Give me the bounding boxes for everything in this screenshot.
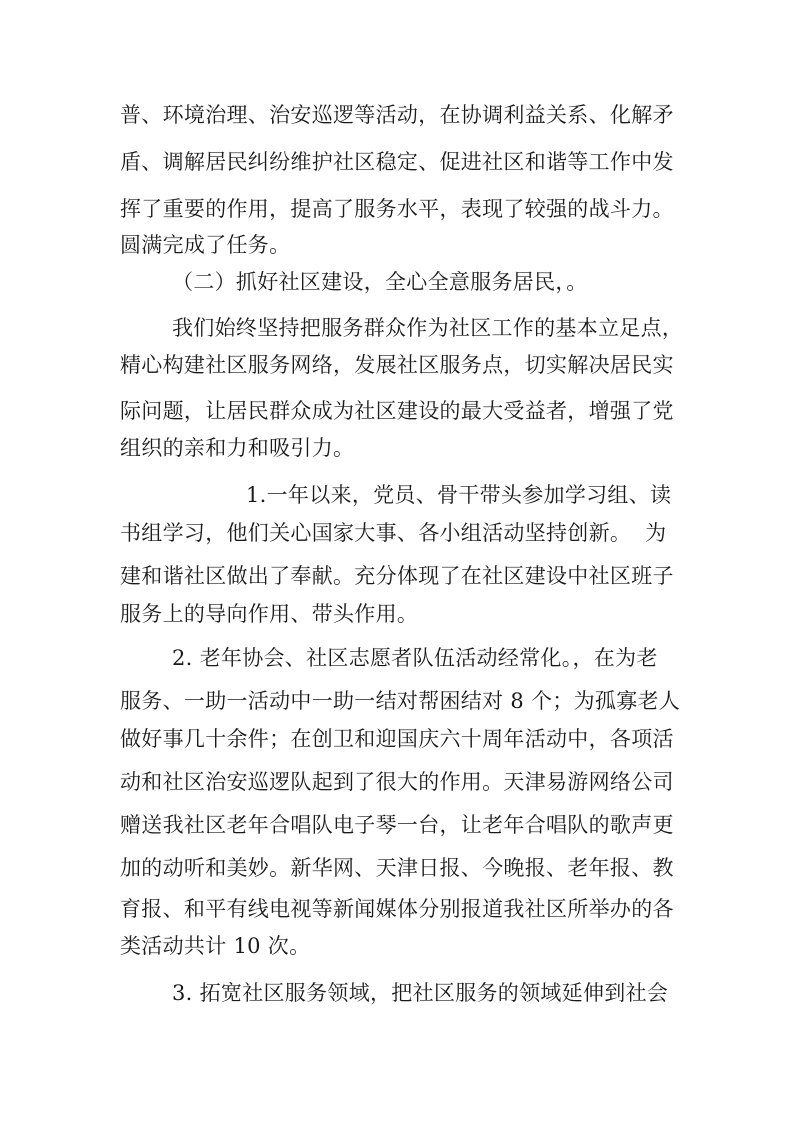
list-item-2-line: 动和社区治安巡逻队起到了很大的作用。天津易游网络公司 xyxy=(120,770,674,794)
list-item-2-line: 育报、和平有线电视等新闻媒体分别报道我社区所举办的各 xyxy=(120,897,674,921)
list-item-1-line: 建和谐社区做出了奉献。充分体现了在社区建设中社区班子 xyxy=(120,564,674,588)
paragraph-line: 挥了重要的作用，提高了服务水平，表现了较强的战斗力。 xyxy=(120,197,674,221)
paragraph-line: 我们始终坚持把服务群众作为社区工作的基本立足点， xyxy=(172,316,684,340)
list-item-2-line: 赠送我社区老年合唱队电子琴一台，让老年合唱队的歌声更 xyxy=(120,813,674,837)
list-item-2-line: 类活动共计 10 次。 xyxy=(120,934,311,958)
list-item-2-line: 服务、一助一活动中一助一结对帮困结对 8 个；为孤寡老人 xyxy=(120,689,681,713)
paragraph-line: 组织的亲和力和吸引力。 xyxy=(120,436,355,460)
paragraph-line: 盾、调解居民纠纷维护社区稳定、促进社区和谐等工作中发 xyxy=(120,150,674,174)
list-item-2-line: 加的动听和美妙。新华网、天津日报、今晚报、老年报、教 xyxy=(120,856,674,880)
section-heading: （二）抓好社区建设，全心全意服务居民，。 xyxy=(172,270,588,294)
list-item-1-line: 书组学习，他们关心国家大事、各小组活动坚持创新。 为 xyxy=(120,521,667,545)
list-item-2-line: 2. 老年协会、社区志愿者队伍活动经常化。，在为老 xyxy=(172,646,658,670)
list-item-1-line: 服务上的导向作用、带头作用。 xyxy=(120,602,419,626)
paragraph-line: 精心构建社区服务网络，发展社区服务点，切实解决居民实 xyxy=(120,353,674,377)
paragraph-line: 圆满完成了任务。 xyxy=(120,233,291,257)
list-item-3-line: 3. 拓宽社区服务领域，把社区服务的领域延伸到社会 xyxy=(172,981,669,1005)
paragraph-line: 际问题，让居民群众成为社区建设的最大受益者，增强了党 xyxy=(120,399,674,423)
list-item-1-line: 1.一年以来，党员、骨干带头参加学习组、读 xyxy=(246,483,672,507)
list-item-2-line: 做好事几十余件；在创卫和迎国庆六十周年活动中，各项活 xyxy=(120,727,674,751)
paragraph-line: 普、环境治理、治安巡逻等活动，在协调利益关系、化解矛 xyxy=(120,103,674,127)
